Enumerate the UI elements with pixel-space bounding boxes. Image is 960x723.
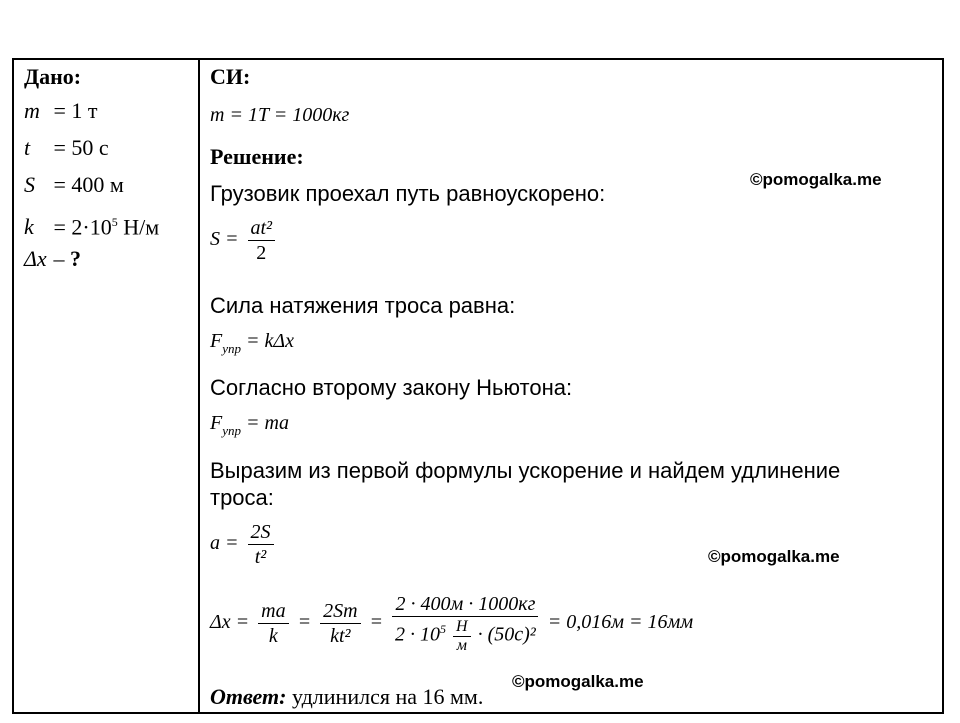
given-m <box>24 98 194 135</box>
column-divider <box>198 60 200 712</box>
given-dx-question: ? <box>70 246 81 271</box>
answer-text: удлинился на 16 мм. <box>286 684 484 709</box>
text-line-3: Согласно второму закону Ньютона: <box>210 375 573 400</box>
formula-elong-unit-fraction <box>453 618 471 655</box>
formula-accel-numerator: 2S <box>248 520 274 545</box>
formula-accel-fraction <box>248 520 274 569</box>
formula-elong-den-a: 2 · 10 <box>395 623 441 646</box>
formula-accel-lhs: a = <box>210 532 239 555</box>
formula-elong-result: = 0,016м = 16мм <box>547 610 694 633</box>
formula-tension-f: F <box>210 330 223 352</box>
given-s <box>24 172 194 209</box>
si-formula: m = 1T = 1000кг <box>210 104 350 126</box>
formula-newton-rhs: = ma <box>246 412 289 434</box>
solution-table <box>12 58 944 714</box>
formula-elong-eq: = <box>297 610 312 633</box>
formula-path-fraction <box>248 216 276 265</box>
text-line-4: Выразим из первой формулы ускорение и найдем удлинение троса: <box>210 458 841 510</box>
formula-elong-fraction-3-den <box>392 617 539 655</box>
formula-elongation <box>210 592 693 655</box>
formula-accel-denominator: t² <box>254 546 267 568</box>
given-t-symbol: t <box>24 135 31 160</box>
text-line-2: Сила натяжения троса равна: <box>210 293 516 318</box>
given-m-symbol: m <box>24 98 40 123</box>
given-s-value: = 400 м <box>53 172 124 197</box>
given-k-exponent: 5 <box>111 215 118 229</box>
given-k <box>24 209 194 246</box>
formula-path-denominator: 2 <box>256 242 267 264</box>
given-dx <box>24 246 194 283</box>
given-t <box>24 135 194 172</box>
answer-line <box>210 684 483 710</box>
given-column <box>24 64 194 283</box>
formula-path-numerator: at² <box>248 216 276 241</box>
given-m-value: = 1 т <box>53 98 98 123</box>
watermark-3: ©pomogalka.me <box>512 672 644 691</box>
formula-elong-unit-h: H <box>453 618 471 637</box>
formula-tension-rhs: = kΔx <box>246 330 294 352</box>
formula-path <box>210 216 279 265</box>
formula-tension <box>210 330 294 357</box>
formula-elong-fraction-3-num: 2 · 400м · 1000кг <box>392 592 538 617</box>
si-title: СИ: <box>210 64 251 89</box>
formula-elong-fraction-2 <box>320 599 360 648</box>
given-k-symbol: k <box>24 214 34 240</box>
formula-elong-den-exp: 5 <box>440 622 447 636</box>
given-s-symbol: S <box>24 172 35 197</box>
formula-path-lhs: S = <box>210 228 239 251</box>
answer-label: Ответ: <box>210 684 287 709</box>
formula-accel <box>210 520 278 569</box>
given-k-unit: Н/м <box>117 214 160 240</box>
given-t-value: = 50 с <box>53 135 109 160</box>
watermark-2: ©pomogalka.me <box>708 547 840 566</box>
formula-newton-sub: упр <box>222 423 241 438</box>
formula-elong-den-b: · (50c)² <box>477 623 536 646</box>
formula-elong-eq-2: = <box>369 610 384 633</box>
text-line-1: Грузовик проехал путь равноускорено: <box>210 181 606 206</box>
formula-elong-fraction-3 <box>392 592 539 655</box>
formula-newton-f: F <box>210 412 223 434</box>
formula-elong-unit-m: м <box>456 636 467 654</box>
solution-title: Решение: <box>210 144 304 169</box>
formula-elong-fraction-1-den: k <box>268 624 278 647</box>
given-title: Дано: <box>24 64 82 89</box>
given-k-value: = 2·10 <box>53 214 112 240</box>
formula-elong-fraction-2-num: 2Sm <box>320 599 360 624</box>
given-dx-symbol: Δx <box>24 246 47 271</box>
formula-newton <box>210 412 289 439</box>
formula-elong-lhs: Δx = <box>210 610 250 633</box>
watermark-1: ©pomogalka.me <box>750 170 882 189</box>
formula-elong-fraction-1-num: ma <box>258 599 288 624</box>
given-dx-dash: – <box>53 246 65 271</box>
formula-elong-fraction-2-den: kt² <box>330 624 351 647</box>
formula-elong-fraction-1 <box>258 599 288 648</box>
formula-tension-sub: упр <box>222 341 241 356</box>
